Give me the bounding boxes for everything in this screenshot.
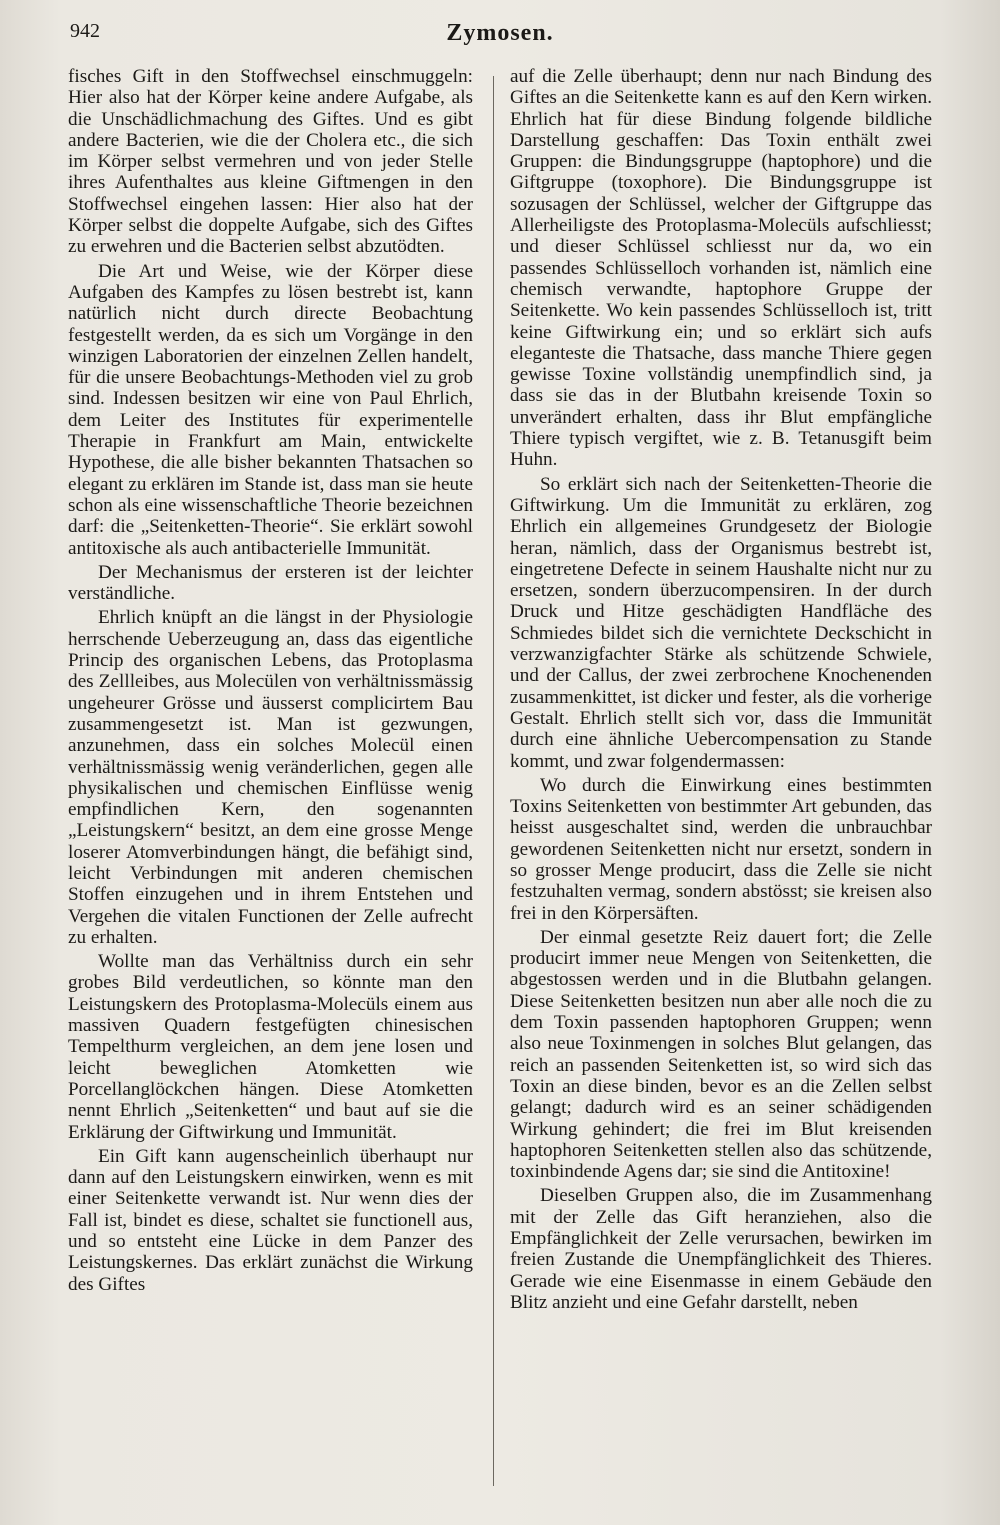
running-title: Zymosen. — [446, 20, 554, 46]
paragraph: So erklärt sich nach der Seitenketten-Theorie die Giftwirkung. Um die Immunität zu erklären, zog Ehrlich ein allgemeines Grundgesetz der Biologie heran, nämlich, dass der Organismus bestrebt ist, eingetretene Defecte in seinem Haushalte nicht nur zu ersetzen, sondern überzucompensiren. In der durch Druck und Hitze geschädigten Handfläche des Schmiedes bildet sich die vernichtete Deckschicht in verzwanzigfachter Stärke als schützende Schwiele, und der Callus, der zwei zerbrochene Knochenenden zusammenkittet, ist dicker und fester, als die vorherige Gestalt. Ehrlich stellt sich vor, dass die Immunität durch eine ähnliche Uebercompensation zu Stande kommt, und zwar folgendermassen: — [510, 473, 932, 772]
paragraph: Die Art und Weise, wie der Körper diese Aufgaben des Kampfes zu lösen bestrebt ist, kann natürlich nicht durch directe Beobachtung festgestellt werden, da es sich um Vorgänge in den winzigen Laboratorien der einzelnen Zellen handelt, für die unsere Beobachtungs-Methoden viel zu grob sind. Indessen besitzen wir eine von Paul Ehrlich, dem Leiter des Institutes für experimentelle Therapie in Frankfurt am Main, entwickelte Hypothese, die alle bisher bekannten Thatsachen so elegant zu erklären im Stande ist, dass man sie heute schon als eine wissenschaftliche Theorie bezeichnen darf: die „Seitenketten-Theorie“. Sie erklärt sowohl antitoxische als auch antibacterielle Immunität. — [68, 260, 473, 559]
left-text-column — [68, 66, 473, 1496]
right-text-column — [510, 66, 932, 1496]
paragraph: fisches Gift in den Stoffwechsel einschmuggeln: Hier also hat der Körper keine andere Aufgabe, als die Unschädlichmachung des Giftes. Und es gibt andere Bacterien, wie die der Cholera etc., die sich im Körper selbst vermehren und von jeder Stelle ihres Aufenthaltes aus kleine Giftmengen in den Stoffwechsel eingehen lassen: Hier also hat der Körper selbst die doppelte Aufgabe, sich des Giftes zu erwehren und die Bacterien selbst abzutödten. — [68, 66, 473, 258]
paragraph: Ehrlich knüpft an die längst in der Physiologie herrschende Ueberzeugung an, dass das eigentliche Princip des organischen Lebens, das Protoplasma des Zellleibes, aus Molecülen von verhältnissmässig ungeheurer Grösse und äusserst complicirtem Bau zusammengesetzt ist. Man ist gezwungen, anzunehmen, dass ein solches Molecül einen verhältnissmässig wenig veränderlichen, gegen alle physikalischen und chemischen Einflüsse wenig empfindlichen Kern, den sogenannten „Leistungskern“ besitzt, an dem eine grosse Menge loserer Atomverbindungen hängt, die befähigt sind, leicht Verbindungen mit anderen chemischen Stoffen einzugehen und in ihrem Entstehen und Vergehen die vitalen Functionen der Zelle aufrecht zu erhalten. — [68, 607, 473, 948]
page-number: 942 — [70, 20, 100, 42]
column-divider — [493, 76, 494, 1486]
paragraph: auf die Zelle überhaupt; denn nur nach Bindung des Giftes an die Seitenkette kann es auf den Kern wirken. Ehrlich hat für diese Bindung folgende bildliche Darstellung geschaffen: Das Toxin enthält zwei Gruppen: die Bindungsgruppe (haptophore) und die Giftgruppe (toxophore). Die Bindungsgruppe ist sozusagen der Schlüssel, welcher der Giftgruppe das Allerheiligste des Protoplasma-Molecüls aufschliesst; und dieser Schlüssel schliesst nur da, wo ein passendes Schlüsselloch vorhanden ist, nämlich eine chemisch verwandte, haptophore Gruppe der Seitenkette. Wo kein passendes Schlüsselloch ist, tritt keine Giftwirkung ein; und so erklärt sich aufs eleganteste die Thatsache, dass manche Thiere gegen gewisse Toxine vollständig unempfindlich sind, ja dass sie das in der Blutbahn kreisende Toxin so unverändert erhalten, dass ihr Blut empfängliche Thiere typisch vergiftet, wie z. B. Tetanusgift beim Huhn. — [510, 66, 932, 471]
paragraph: Der einmal gesetzte Reiz dauert fort; die Zelle producirt immer neue Mengen von Seitenketten, die abgestossen werden und in die Blutbahn gelangen. Diese Seitenketten besitzen nun aber alle noch die zu dem Toxin passenden haptophoren Gruppen; wenn also neue Toxinmengen in solches Blut gelangen, das reich an passenden Seitenketten ist, so wird sich das Toxin an diese binden, bevor es an die Zellen selbst gelangt; dadurch wird es an seiner schädigenden Wirkung gehindert; die frei im Blut kreisenden haptophoren Seitenketten stellen also das schützende, toxinbindende Agens dar; sie sind die Antitoxine! — [510, 926, 932, 1183]
paragraph: Ein Gift kann augenscheinlich überhaupt nur dann auf den Leistungskern einwirken, wenn es mit einer Seitenkette verwandt ist. Nur wenn dies der Fall ist, bindet es diese, schaltet sie functionell aus, und so entsteht eine Lücke in dem Panzer des Leistungskernes. Das erklärt zunächst die Wirkung des Giftes — [68, 1145, 473, 1295]
paragraph: Wo durch die Einwirkung eines bestimmten Toxins Seitenketten von bestimmter Art gebunden, das heisst ausgeschaltet sind, werden die unbrauchbar gewordenen Seitenketten nicht nur ersetzt, sondern in so grosser Menge producirt, dass die Zelle sie nicht festzuhalten vermag, sondern abstösst; sie kreisen also frei in den Körpersäften. — [510, 774, 932, 924]
paragraph: Der Mechanismus der ersteren ist der leichter verständliche. — [68, 561, 473, 605]
paragraph: Wollte man das Verhältniss durch ein sehr grobes Bild verdeutlichen, so könnte man den Leistungskern des Protoplasma-Molecüls einem aus massiven Quadern festgefügten chinesischen Tempelthurm vergleichen, an dem jene losen und leicht beweglichen Atomketten wie Porcellanglöckchen hängen. Diese Atomketten nennt Ehrlich „Seitenketten“ und baut auf sie die Erklärung der Giftwirkung und Immunität. — [68, 951, 473, 1143]
paragraph: Dieselben Gruppen also, die im Zusammenhang mit der Zelle das Gift heranziehen, also die Empfänglichkeit der Zelle verursachen, bewirken im freien Zustande die Unempfänglichkeit des Thieres. Gerade wie eine Eisenmasse in einem Gebäude den Blitz anzieht und eine Gefahr darstellt, neben — [510, 1185, 932, 1313]
